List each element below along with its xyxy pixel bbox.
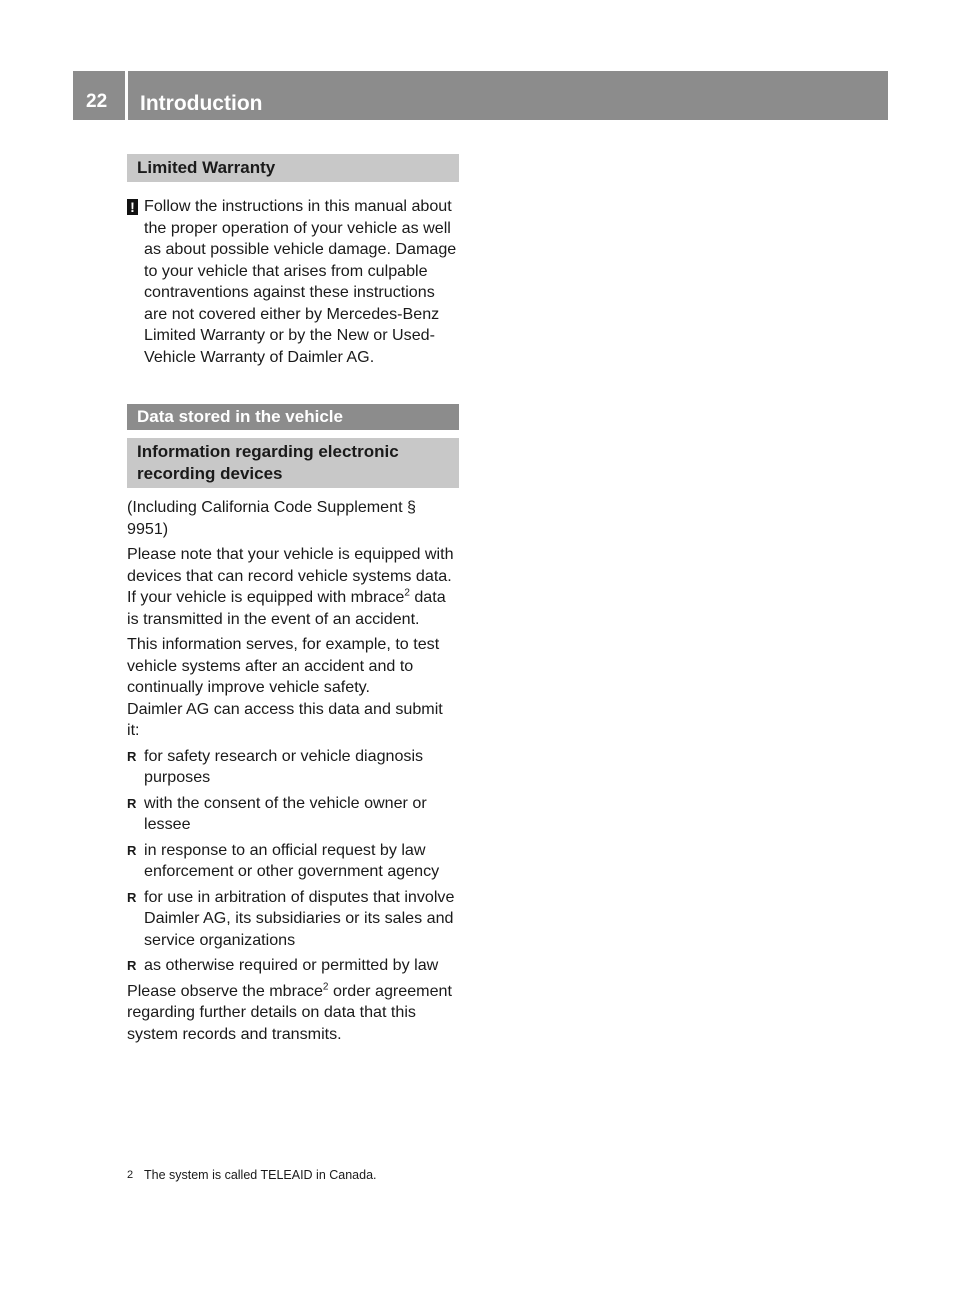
list-item: R as otherwise required or permitted by law bbox=[127, 955, 459, 977]
footnote-ref: 2 bbox=[404, 587, 410, 599]
warning-icon: ! bbox=[127, 199, 138, 215]
chapter-title: Introduction bbox=[140, 92, 263, 115]
devices-paragraph: Please note that your vehicle is equipped with devices that can record vehicle systems data. If your vehicle is equipped with mbrace$^2$ data is transmitted in the event of an accident. bbox=[127, 545, 454, 628]
limited-warranty-heading: Limited Warranty bbox=[127, 154, 459, 182]
access-list bbox=[127, 746, 459, 977]
purpose-paragraph: This information serves, for example, to test vehicle systems after an accident and to continually improve vehicle safety. bbox=[127, 635, 440, 696]
bullet-icon: R bbox=[127, 889, 137, 905]
footnote bbox=[127, 1166, 467, 1184]
california-code-paragraph: (Including California Code Supplement § 9951) bbox=[127, 498, 416, 538]
list-item: R in response to an official request by law enforcement or other government agency bbox=[127, 840, 440, 880]
bullet-icon: R bbox=[127, 795, 137, 811]
bullet-icon: R bbox=[127, 842, 137, 858]
data-stored-heading: Data stored in the vehicle bbox=[127, 404, 459, 430]
page-number: 22 bbox=[86, 91, 108, 112]
footnote-ref: 2 bbox=[322, 981, 329, 993]
order-agreement-paragraph: Please observe the mbrace$^2$ order agreement regarding further details on data that this system records and transmits. bbox=[127, 981, 452, 1043]
main-column bbox=[127, 154, 459, 1045]
warranty-warning bbox=[127, 196, 459, 368]
footnote-text: The system is called TELEAID in Canada. bbox=[144, 1168, 377, 1182]
list-item: R with the consent of the vehicle owner or lessee bbox=[127, 793, 427, 833]
header-divider bbox=[125, 71, 128, 120]
warning-text: Follow the instructions in this manual about the proper operation of your vehicle as well as about possible vehicle damage. Damage to your vehicle that arises from culpable contraventions against these instructions are not covered either by Mercedes-Benz Limited Warranty or by the New or Used-Vehicle Warranty of Daimler AG. bbox=[144, 197, 457, 366]
bullet-icon: R bbox=[127, 958, 137, 973]
list-item: R for use in arbitration of disputes that involve Daimler AG, its subsidiaries or its sales and service organizations bbox=[127, 887, 455, 949]
list-item: R for safety research or vehicle diagnosis purposes bbox=[127, 746, 424, 786]
access-paragraph: Daimler AG can access this data and submit it: bbox=[127, 699, 443, 739]
footnote-number: 2 bbox=[127, 1169, 134, 1181]
electronic-recording-heading: Information regarding electronic recording devices bbox=[127, 438, 459, 488]
page-header bbox=[73, 71, 888, 120]
bullet-icon: R bbox=[127, 748, 137, 764]
